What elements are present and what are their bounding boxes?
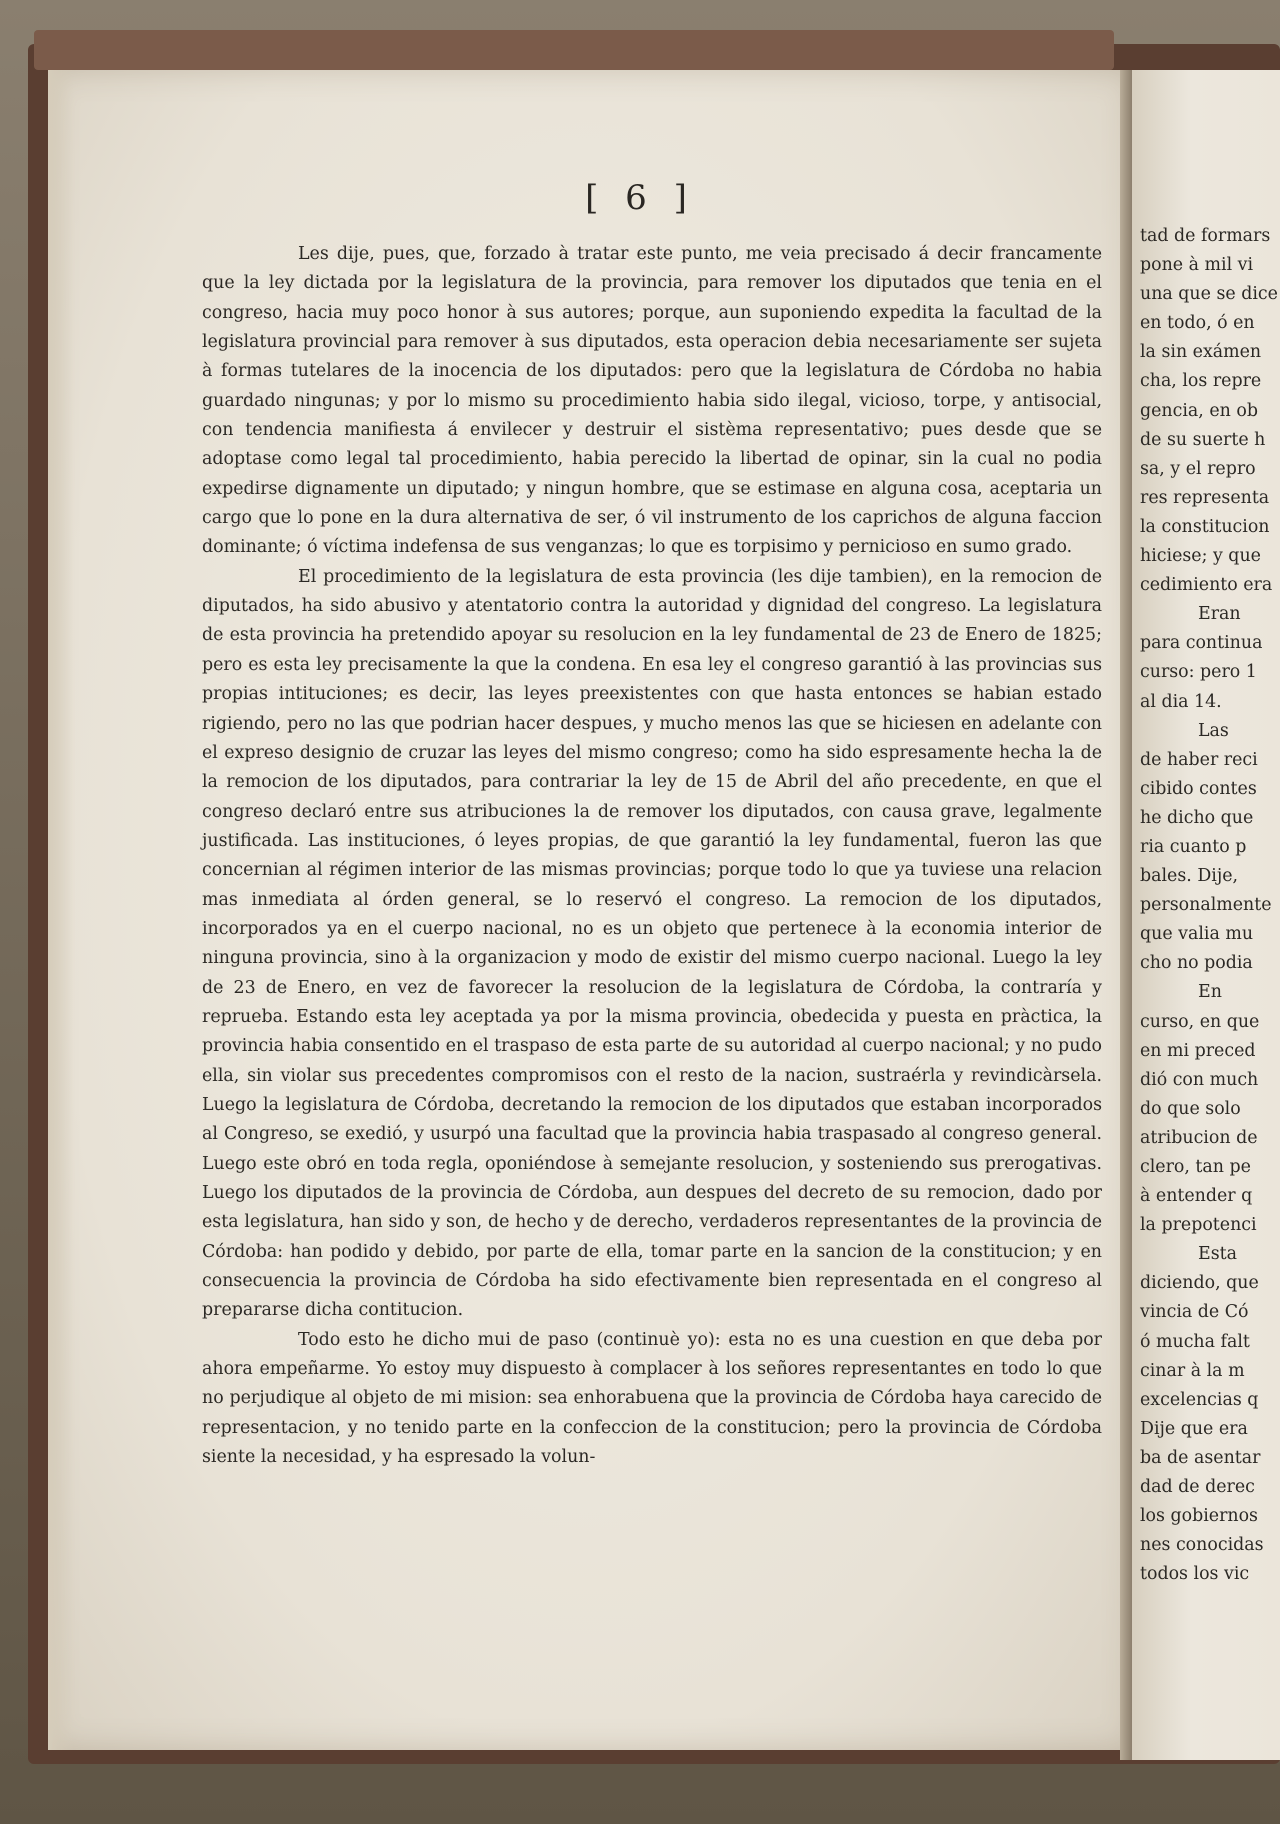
right-page-line: la prepotenci [1140, 1215, 1257, 1236]
right-page-line: hiciese; y que [1140, 546, 1261, 567]
right-page-line: que valia mu [1140, 924, 1254, 945]
right-page-line: ba de asentar [1140, 1447, 1261, 1468]
right-page-line: sa, y el repro [1140, 458, 1256, 479]
right-page-line: vincia de Có [1140, 1302, 1249, 1323]
page-worn-edge [48, 70, 74, 1750]
right-page-line: do que solo [1140, 1098, 1241, 1119]
right-page-line: he dicho que [1140, 807, 1254, 828]
right-page-line: una que se dice [1140, 284, 1278, 305]
right-page-line: cedimiento era [1140, 575, 1273, 596]
right-page-line: dió con much [1140, 1069, 1259, 1090]
right-page-line: en todo, ó en [1140, 313, 1255, 334]
right-page-line: Esta [1198, 1244, 1237, 1265]
right-page-line: cibido contes [1140, 778, 1257, 799]
right-page-line: cho no podia [1140, 953, 1253, 974]
right-page-line: atribucion de [1140, 1127, 1258, 1148]
right-page-line: los gobiernos [1140, 1506, 1258, 1527]
right-page-line: gencia, en ob [1140, 400, 1258, 421]
main-text-block [202, 240, 1102, 1472]
paragraph-1: Les dije, pues, que, forzado à tratar este punto, me veia precisado á decir francamente que la ley dictada por la legislatura de la provincia, para remover los diputados que tenia en el congreso, hacia muy poco honor à sus autores; porque, aun suponiendo expedita la facultad de la legislatura provincial para remover à sus diputados, esta operacion debia necesariamente ser sujeta à formas tutelares de la inocencia de los diputados: pero que la legislatura de Córdoba no habia guardado ningunas; y por lo mismo su procedimiento habia sido ilegal, vicioso, torpe, y antisocial, con tendencia manifiesta á envilecer y destruir el sistèma representativo; pues desde que se adoptase como legal tal procedimiento, habia perecido la libertad de opinar, sin la cual no podia expedirse dignamente un diputado; y ningun hombre, que se estimase en alguna cosa, aceptaria un cargo que lo pone en la dura alternativa de ser, ó vil instrumento de los caprichos de alguna faccion dominante; ó víctima indefensa de sus venganzas; lo que es torpisimo y pernicioso en sumo grado. [202, 244, 1102, 558]
right-page-line: personalmente [1140, 895, 1272, 916]
paragraph-2: El procedimiento de la legislatura de esta provincia (les dije tambien), en la remocion de diputados, ha sido abusivo y atentatorio contra la autoridad y dignidad del congreso. La legislatura de esta provincia ha pretendido apoyar su resolucion en la ley fundamental de 23 de Enero de 1825; pero es esta ley precisamente la que la condena. En esa ley el congreso garantió à las provincias sus propias intituciones; es decir, las leyes preexistentes con que hasta entonces se habian estado rigiendo, pero no las que podrian hacer despues, y mucho menos las que se hiciesen en adelante con el expreso designio de cruzar las leyes del mismo congreso; como ha sido espresamente hecha la de la remocion de los diputados, para contrariar la ley de 15 de Abril del año precedente, en que el congreso declaró entre sus atribuciones la de remover los diputados, con causa grave, legalmente justificada. Las instituciones, ó leyes propias, de que garantió la ley fundamental, fueron las que concernian al régimen interior de las mismas provincias; porque todo lo que ya tuviese una relacion mas inmediata al órden general, se lo reservó el congreso. La remocion de los diputados, incorporados ya en el cuerpo nacional, no es un objeto que pertenece à la economia interior de ninguna provincia, sino à la organizacion y modo de existir del mismo cuerpo nacional. Luego la ley de 23 de Enero, en vez de favorecer la resolucion de la legislatura de Córdoba, la contraría y reprueba. Estando esta ley aceptada ya por la misma provincia, obedecida y puesta en pràctica, la provincia habia consentido en el traspaso de esta parte de su autoridad al cuerpo nacional; y no pudo ella, sin violar sus precedentes compromisos con el resto de la nacion, sustraérla y revindicàrsela. Luego la legislatura de Córdoba, decretando la remocion de los diputados que estaban incorporados al Congreso, se exedió, y usurpó una facultad que la provincia habia traspasado al congreso general. Luego este obró en toda regla, oponiéndose à semejante resolucion, y sosteniendo sus prerogativas. Luego los diputados de la provincia de Córdoba, aun despues del decreto de su remocion, dado por esta legislatura, han sido y son, de hecho y de derecho, verdaderos representantes de la provincia de Córdoba: han podido y debido, por parte de ella, tomar parte en la sancion de la constitucion; y en consecuencia la provincia de Córdoba ha sido efectivamente bien representada en el congreso al prepararse dicha contitucion. [202, 566, 1102, 1321]
right-page-line: tad de formars [1140, 226, 1271, 246]
right-page-line: para continua [1140, 633, 1263, 654]
right-page-line: curso: pero 1 [1140, 662, 1257, 683]
page-number: [ 6 ] [585, 178, 695, 218]
right-page-line: en mi preced [1140, 1040, 1256, 1061]
right-page-line: bales. Dije, [1140, 866, 1239, 887]
right-page-line: cinar à la m [1140, 1360, 1245, 1381]
right-page-line: Dije que era [1140, 1418, 1248, 1439]
right-page-line: diciendo, que [1140, 1273, 1259, 1294]
book-cover-top-edge [34, 30, 1114, 70]
right-page-line: à entender q [1140, 1186, 1253, 1207]
right-page-text [1140, 222, 1280, 1589]
right-page-line: cha, los repre [1140, 371, 1262, 392]
right-page-line: de su suerte h [1140, 429, 1266, 450]
right-page-line: la sin exámen [1140, 342, 1262, 363]
right-page-line: nes conocidas [1140, 1535, 1264, 1556]
right-page-line: curso, en que [1140, 1011, 1260, 1032]
right-page-line: clero, tan pe [1140, 1157, 1251, 1177]
right-page-line: Eran [1198, 604, 1241, 625]
right-page-line: res representa [1140, 487, 1270, 508]
paragraph-3: Todo esto he dicho mui de paso (continuè yo): esta no es una cuestion en que deba por ahora empeñarme. Yo estoy muy dispuesto à complacer à los señores representantes en todo lo que no perjudique al objeto de mi mision: sea enhorabuena que la provincia de Córdoba haya carecido de representacion, y no tenido parte en la confeccion de la constitucion; pero la provincia de Córdoba siente la necesidad, y ha espresado la volun- [202, 1329, 1102, 1468]
right-page-line: excelencias q [1140, 1389, 1259, 1410]
right-page-line: ria cuanto p [1140, 836, 1247, 857]
right-page-line: dad de derec [1140, 1477, 1255, 1498]
right-page-line: En [1198, 982, 1222, 1003]
right-page-line: ó mucha falt [1140, 1331, 1250, 1352]
right-page-line: todos los vic [1140, 1564, 1250, 1585]
right-page-line: de haber reci [1140, 749, 1258, 770]
right-page-line: al dia 14. [1140, 691, 1222, 712]
right-page-line: Las [1198, 720, 1229, 741]
right-page-line: pone à mil vi [1140, 255, 1254, 276]
right-page-line: la constitucion [1140, 516, 1270, 537]
